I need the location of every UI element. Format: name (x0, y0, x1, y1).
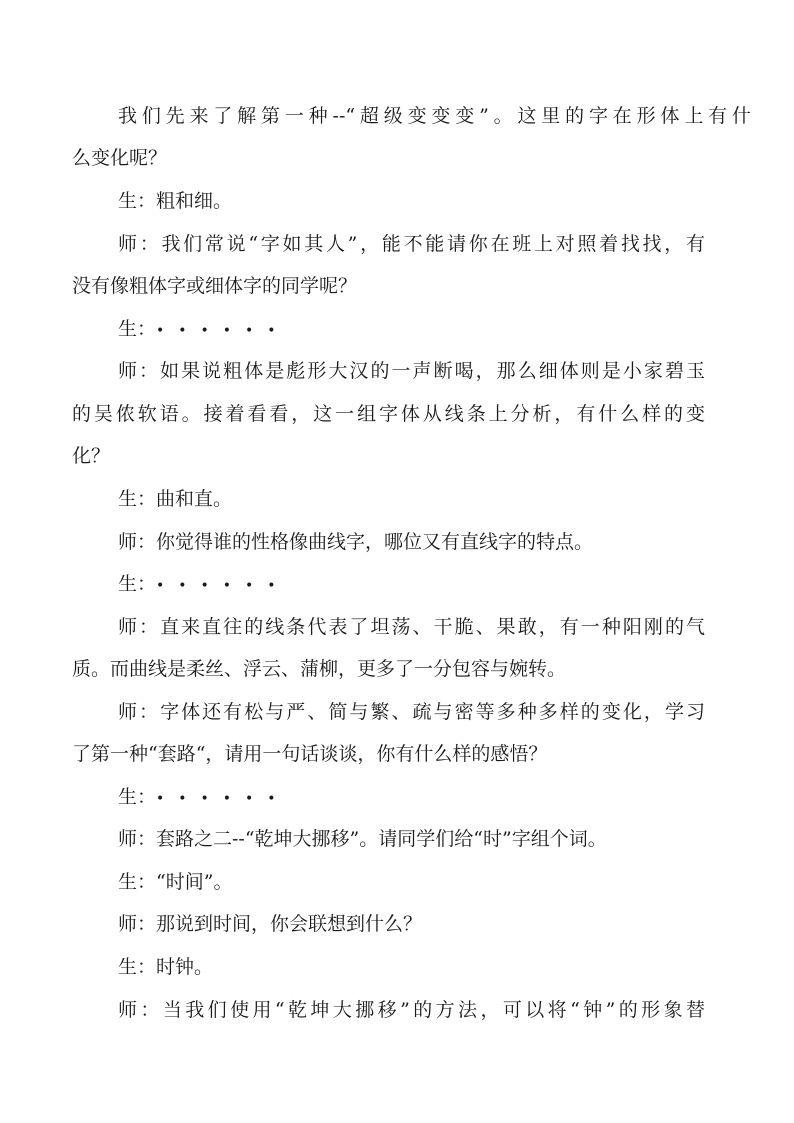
paragraph-line: 了第一种“套路“，请用一句话谈谈，你有什么样的感悟？ (72, 743, 548, 765)
student-line (118, 870, 232, 894)
student-line (118, 317, 290, 343)
line-text: 粗和细。 (156, 190, 233, 212)
speaker-label: 生： (118, 573, 157, 595)
ellipsis-dots: •••••• (156, 791, 290, 807)
speaker-label: 生： (118, 190, 157, 212)
ellipsis-dots: •••••• (156, 578, 290, 594)
paragraph-line: 么变化呢？ (72, 147, 168, 169)
line-text: 曲和直。 (156, 488, 233, 510)
speaker-label: 生： (118, 318, 157, 340)
student-line (118, 572, 290, 598)
line-text: 时钟。 (156, 956, 214, 978)
speaker-label: 生： (118, 488, 157, 510)
speaker-label: 生： (118, 871, 157, 893)
teacher-line: 师：字体还有松与严、简与繁、疏与密等多种多样的变化，学习 (118, 701, 705, 723)
paragraph-line: 我们先来了解第一种--“超级变变变”。这里的字在形体上有什 (118, 105, 751, 127)
teacher-line: 师：当我们使用“乾坤大挪移”的方法，可以将“钟”的形象替 (118, 999, 705, 1021)
line-text: “时间”。 (156, 871, 233, 893)
paragraph-line: 没有像粗体字或细体字的同学呢？ (72, 275, 358, 297)
student-line (118, 189, 232, 213)
ellipsis-dots: •••••• (156, 323, 290, 339)
paragraph-line: 的吴侬软语。接着看看，这一组字体从线条上分析，有什么样的变 (72, 403, 705, 425)
teacher-line: 师：如果说粗体是彪形大汉的一声断喝，那么细体则是小家碧玉 (118, 360, 705, 382)
student-line (118, 955, 213, 979)
teacher-line: 师：那说到时间，你会联想到什么？ (118, 913, 423, 935)
paragraph-line: 质。而曲线是柔丝、浮云、蒲柳，更多了一分包容与婉转。 (72, 658, 567, 680)
teacher-line: 师：直来直往的线条代表了坦荡、干脆、果敢，有一种阳刚的气 (118, 616, 705, 638)
student-line (118, 785, 290, 811)
teacher-line: 师：我们常说“字如其人”，能不能请你在班上对照着找找，有 (118, 233, 705, 255)
speaker-label: 生： (118, 956, 157, 978)
paragraph-line: 化？ (72, 445, 111, 467)
speaker-label: 生： (118, 786, 157, 808)
teacher-line: 师：你觉得谁的性格像曲线字，哪位又有直线字的特点。 (118, 531, 594, 553)
student-line (118, 487, 232, 511)
teacher-line: 师：套路之二--“乾坤大挪移”。请同学们给“时”字组个词。 (118, 828, 607, 850)
